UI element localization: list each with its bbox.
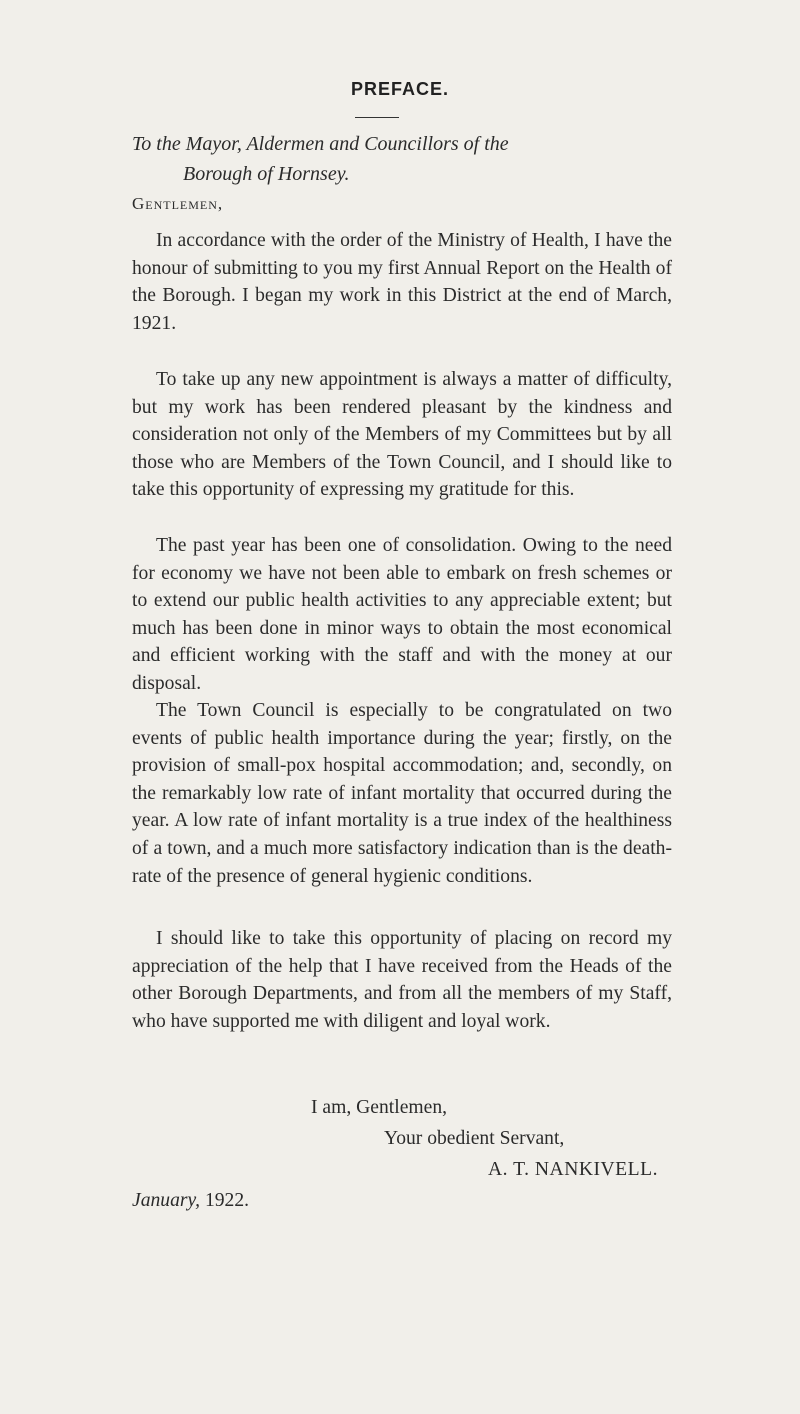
paragraph-3: The past year has been one of consolidation. Owing to the need for economy we have not been able to embark on fresh schemes or to extend our public health activities to any appreciable extent; but much has been done in minor ways to obtain the most economical and efficient working with the staff and with the money at our disposal. xyxy=(132,535,672,694)
paragraph-2: To take up any new appointment is always a matter of difficulty, but my work has been rendered pleasant by the kindness and consideration not only of the Members of my Committees but by all those who are Members of the Town Council, and I should like to take this opportunity of expressing my gratitude for this. xyxy=(132,369,672,501)
address-line-1: To the Mayor, Aldermen and Councillors of the xyxy=(132,133,509,155)
page-title: PREFACE. xyxy=(350,79,450,99)
title-divider xyxy=(355,117,399,118)
paragraph-1: In accordance with the order of the Ministry of Health, I have the honour of submitting to you my first Annual Report on the Health of the Borough. I began my work in this District at the end of March, 1921. xyxy=(132,230,672,334)
date-year: 1922. xyxy=(204,1190,250,1211)
salutation: Gentlemen, xyxy=(132,194,224,213)
closing-line-1: I am, Gentlemen, xyxy=(311,1097,448,1118)
closing-line-2: Your obedient Servant, xyxy=(384,1128,565,1149)
report-date xyxy=(132,1187,249,1215)
paragraph-5: I should like to take this opportunity of placing on record my appreciation of the help that I have received from the Heads of the other Borough Departments, and from all the members of my Staff, who have supported me with diligent and loyal work. xyxy=(132,928,672,1032)
address-line-2: Borough of Hornsey. xyxy=(183,163,350,185)
signature: A. T. NANKIVELL. xyxy=(488,1159,658,1180)
date-month: January, xyxy=(132,1190,201,1211)
paragraph-4: The Town Council is especially to be congratulated on two events of public health importance during the year; firstly, on the provision of small-pox hospital accommodation; and, secondly, on the remarkably low rate of infant mortality that occurred during the year. A low rate of infant mortality is a true index of the healthiness of a town, and a much more satisfactory indication than is the death-rate of the presence of general hygienic conditions. xyxy=(132,700,672,887)
